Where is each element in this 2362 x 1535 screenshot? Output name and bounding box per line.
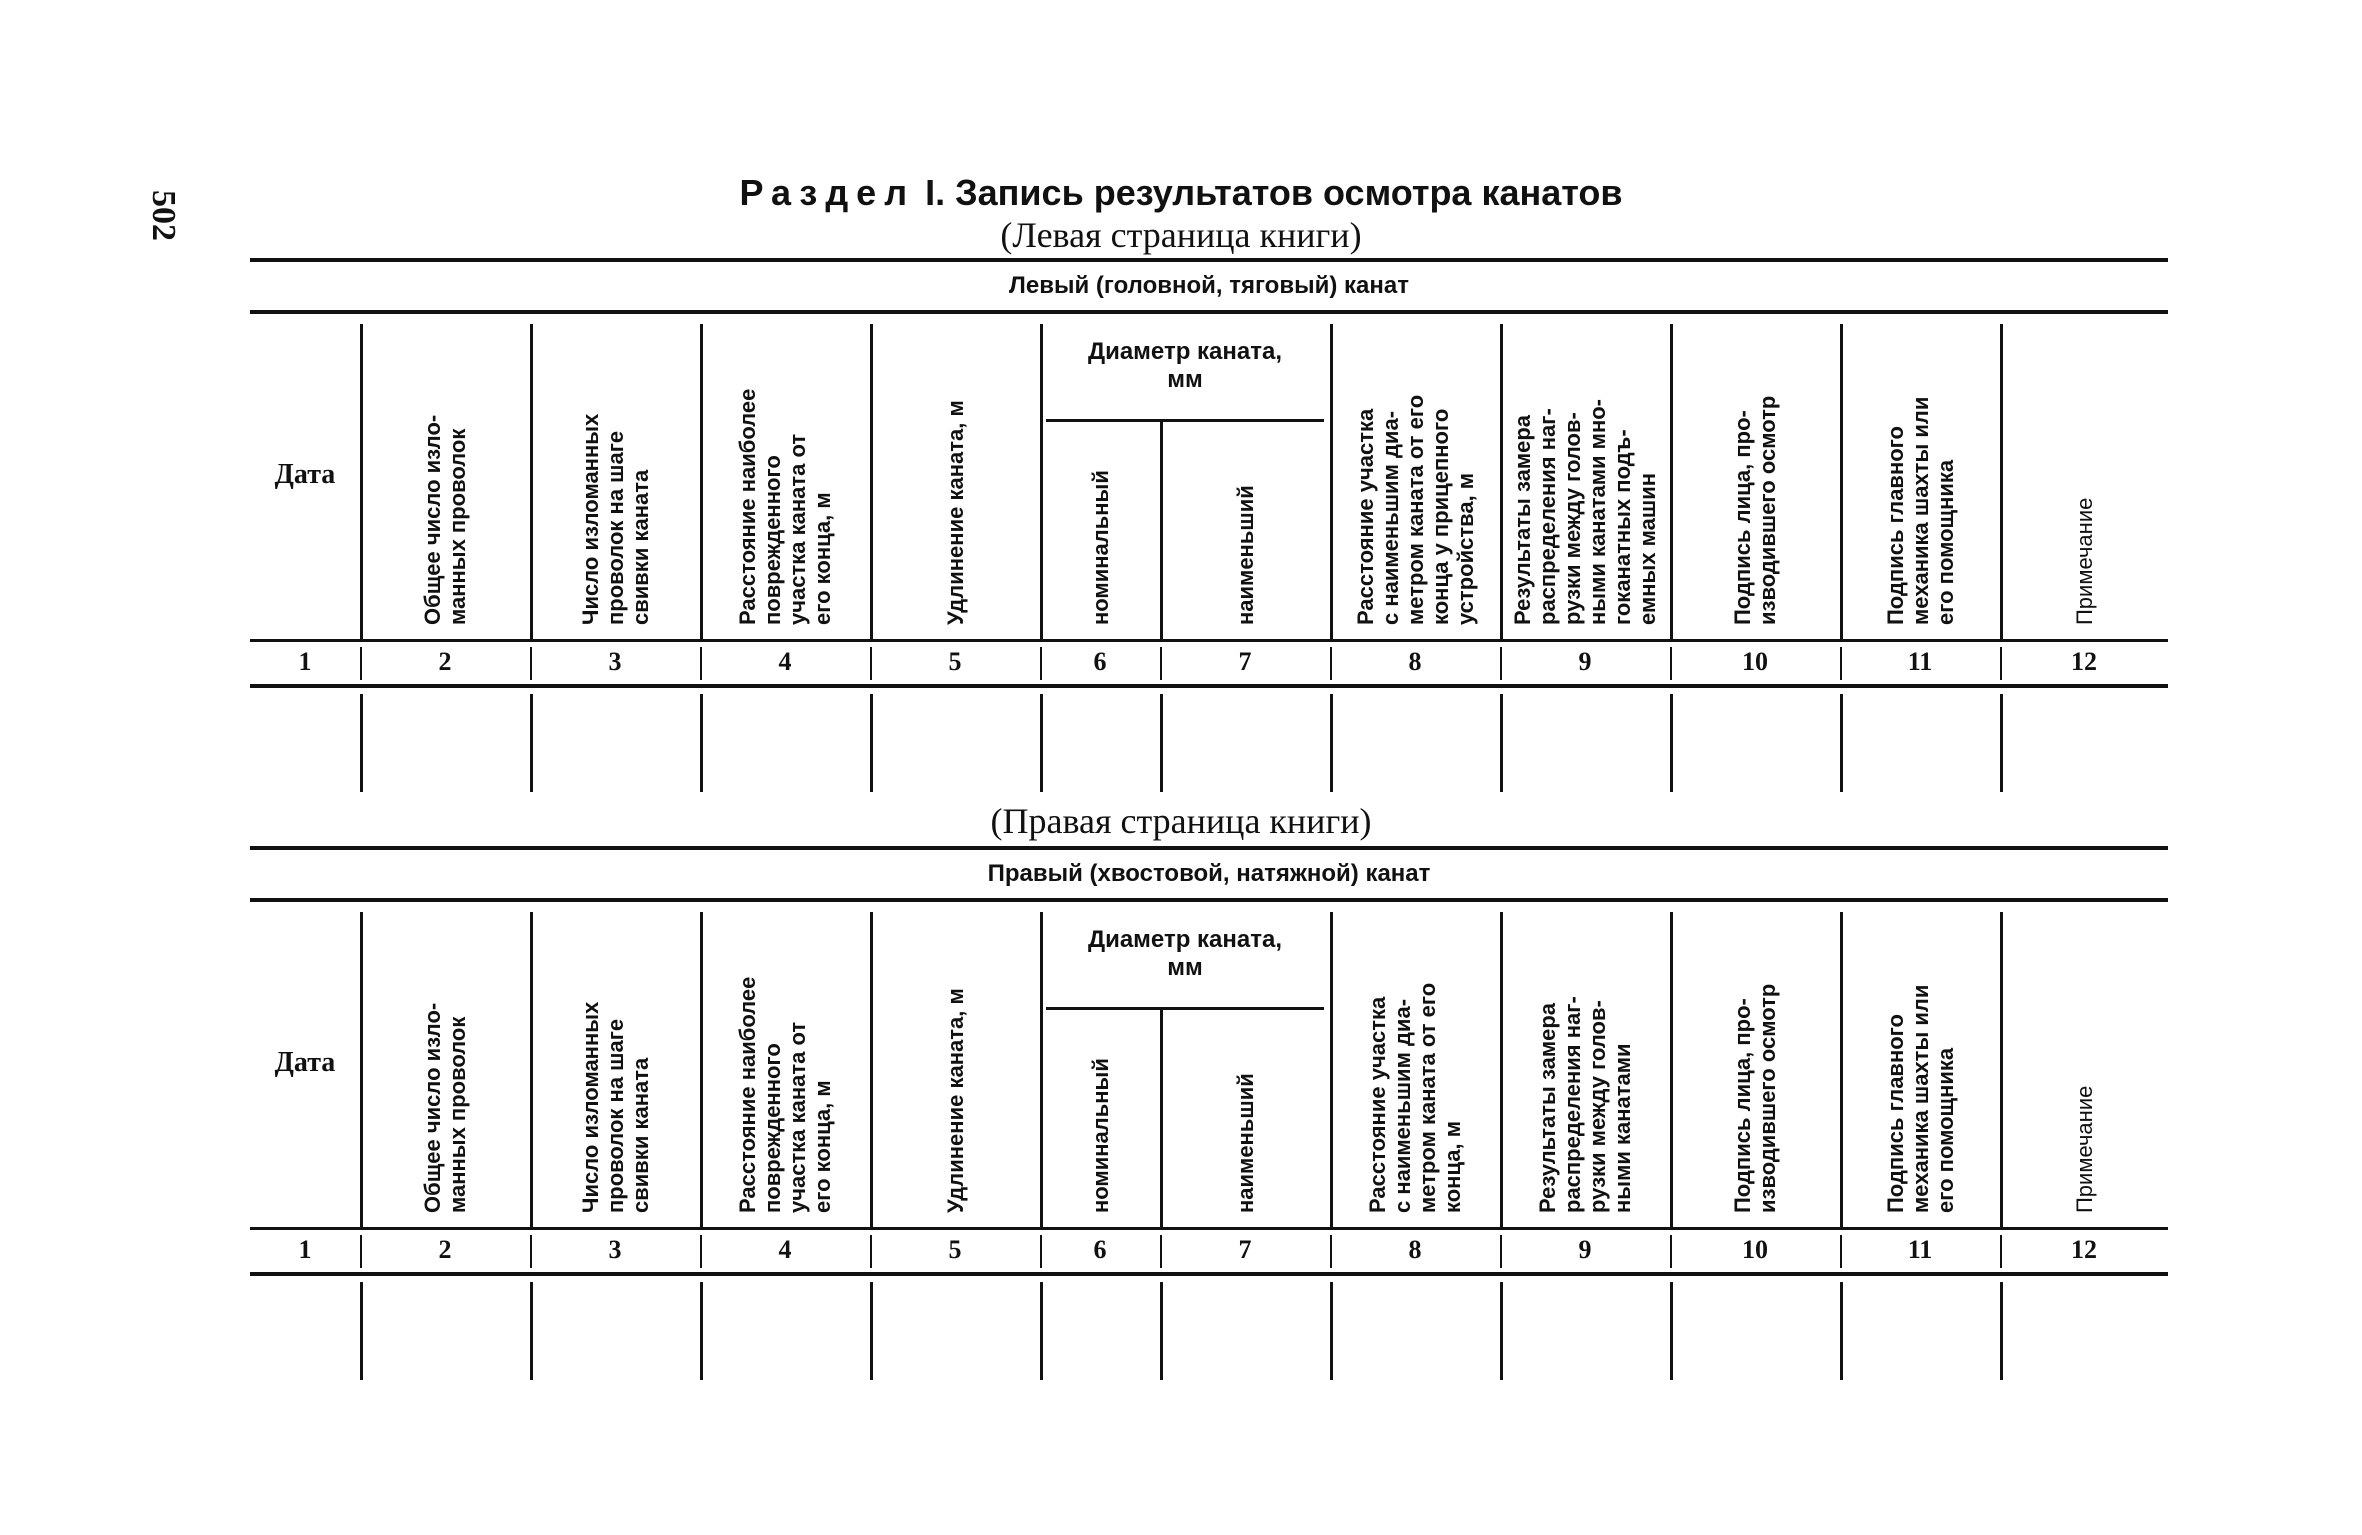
left-col-2-header: Общее число изло- манных проволок	[420, 414, 470, 625]
left-data-separator	[2000, 694, 2003, 792]
right-col-3-header: Число изломанных проволок на шаге свивки каната	[577, 1001, 653, 1213]
left-data-separator	[700, 694, 703, 792]
right-header-bottom-rule	[250, 1227, 2168, 1230]
right-col-number: 11	[1907, 1235, 1933, 1264]
right-col-8-header: Расстояние участка с наименьшим диа- метром каната от его конца, м	[1365, 982, 1465, 1213]
left-header-separator	[530, 324, 533, 639]
left-col-9-header: Результаты замера распределения наг- рузки между голов- ными канатами мно- гоканатных подъ- емных машин	[1510, 398, 1660, 625]
left-header-separator	[1670, 324, 1673, 639]
section-title-rest: I. Запись результатов осмотра канатов	[925, 172, 1623, 213]
right-col-2-header: Общее число изло- манных проволок	[420, 1002, 470, 1213]
right-header-separator	[870, 912, 873, 1227]
left-col-number: 11	[1907, 647, 1933, 676]
left-header-separator	[1840, 324, 1843, 639]
left-header-bottom-rule	[250, 639, 2168, 642]
right-header-separator	[1500, 912, 1503, 1227]
right-col-number: 2	[438, 1235, 452, 1264]
right-data-separator	[1500, 1282, 1503, 1380]
right-data-separator	[1160, 1282, 1163, 1380]
right-header-separator	[700, 912, 703, 1227]
right-col-7-header: наименьший	[1232, 1073, 1258, 1213]
right-data-separator	[700, 1282, 703, 1380]
left-header-separator	[700, 324, 703, 639]
left-page-subtitle: (Левая страница книги)	[1000, 215, 1362, 255]
left-col-8-header: Расстояние участка с наименьшим диа- метром каната от его конца у прицепного устройства, м	[1352, 394, 1478, 625]
section-title-prefix: Раздел	[739, 172, 916, 213]
right-data-separator	[1840, 1282, 1843, 1380]
left-col-number: 8	[1408, 647, 1422, 676]
left-data-separator	[1840, 694, 1843, 792]
right-header-top-rule	[250, 898, 2168, 902]
right-col-number: 6	[1093, 1235, 1107, 1264]
left-header-separator	[870, 324, 873, 639]
left-numbers-bottom-rule	[250, 684, 2168, 688]
right-col-5-header: Удлинение каната, м	[942, 988, 968, 1213]
left-col-5-header: Удлинение каната, м	[942, 400, 968, 625]
right-col-number: 5	[948, 1235, 962, 1264]
left-col-number: 5	[948, 647, 962, 676]
right-data-separator	[1670, 1282, 1673, 1380]
left-col-number: 9	[1578, 647, 1592, 676]
left-col-4-header: Расстояние наиболее поврежденного участка каната от его конца, м	[735, 388, 835, 625]
left-col-7-header: наименьший	[1232, 485, 1258, 625]
left-header-separator	[360, 324, 363, 639]
left-col-number: 2	[438, 647, 452, 676]
left-header-separator	[2000, 324, 2003, 639]
page-number: 502	[145, 190, 182, 241]
right-data-separator	[870, 1282, 873, 1380]
right-data-separator	[530, 1282, 533, 1380]
right-col-number: 3	[608, 1235, 622, 1264]
right-col-number: 8	[1408, 1235, 1422, 1264]
left-col-3-header: Число изломанных проволок на шаге свивки каната	[577, 413, 653, 625]
left-col-12-header: Примечание	[2071, 497, 2097, 625]
right-col-10-header: Подпись лица, про- изводившего осмотр	[1730, 983, 1780, 1213]
left-col-11-header: Подпись главного механика шахты или его помощника	[1882, 396, 1958, 625]
left-col-1-header: Дата	[274, 459, 336, 490]
right-col-number: 10	[1742, 1235, 1768, 1264]
left-col-number: 1	[298, 647, 312, 676]
left-data-separator	[360, 694, 363, 792]
right-header-separator	[360, 912, 363, 1227]
left-col-number: 10	[1742, 647, 1768, 676]
right-col-9-header: Результаты замера распределения наг- рузки между голов- ными канатами	[1535, 996, 1635, 1213]
right-header-separator	[2000, 912, 2003, 1227]
left-header-top-rule	[250, 310, 2168, 314]
right-data-separator	[360, 1282, 363, 1380]
left-data-separator	[1500, 694, 1503, 792]
right-data-separator	[2000, 1282, 2003, 1380]
left-col-number: 3	[608, 647, 622, 676]
left-diameter-header: Диаметр каната, мм	[1087, 338, 1283, 393]
left-data-separator	[870, 694, 873, 792]
right-header-separator	[1840, 912, 1843, 1227]
right-col-1-header: Дата	[274, 1047, 336, 1078]
right-header-separator	[530, 912, 533, 1227]
left-rope-caption: Левый (головной, тяговый) канат	[1009, 272, 1409, 299]
left-col-number: 6	[1093, 647, 1107, 676]
left-data-separator	[1160, 694, 1163, 792]
right-top-rule	[250, 846, 2168, 850]
right-numbers-bottom-rule	[250, 1272, 2168, 1276]
right-col-11-header: Подпись главного механика шахты или его помощника	[1882, 984, 1958, 1213]
left-header-separator	[1160, 419, 1163, 639]
section-title	[0, 172, 2362, 214]
right-page-subtitle: (Правая страница книги)	[990, 801, 1372, 841]
left-col-10-header: Подпись лица, про- изводившего осмотр	[1730, 395, 1780, 625]
right-header-separator	[1670, 912, 1673, 1227]
left-col-number: 4	[778, 647, 792, 676]
left-data-separator	[1330, 694, 1333, 792]
left-data-separator	[1670, 694, 1673, 792]
right-col-number: 12	[2071, 1235, 2097, 1264]
right-diameter-header: Диаметр каната, мм	[1087, 926, 1283, 981]
right-col-6-header: номинальный	[1087, 1058, 1113, 1213]
right-col-number: 4	[778, 1235, 792, 1264]
right-header-separator	[1330, 912, 1333, 1227]
left-header-separator	[1500, 324, 1503, 639]
right-col-12-header: Примечание	[2071, 1085, 2097, 1213]
right-rope-caption: Правый (хвостовой, натяжной) канат	[987, 860, 1431, 887]
right-col-number: 1	[298, 1235, 312, 1264]
right-data-separator	[1040, 1282, 1043, 1380]
left-top-rule	[250, 258, 2168, 262]
right-header-separator	[1160, 1007, 1163, 1227]
right-col-number: 7	[1238, 1235, 1252, 1264]
left-data-separator	[530, 694, 533, 792]
left-header-separator	[1330, 324, 1333, 639]
left-col-number: 12	[2071, 647, 2097, 676]
left-col-6-header: номинальный	[1087, 470, 1113, 625]
left-col-number: 7	[1238, 647, 1252, 676]
left-data-separator	[1040, 694, 1043, 792]
right-col-4-header: Расстояние наиболее поврежденного участка каната от его конца, м	[735, 976, 835, 1213]
right-data-separator	[1330, 1282, 1333, 1380]
right-col-number: 9	[1578, 1235, 1592, 1264]
